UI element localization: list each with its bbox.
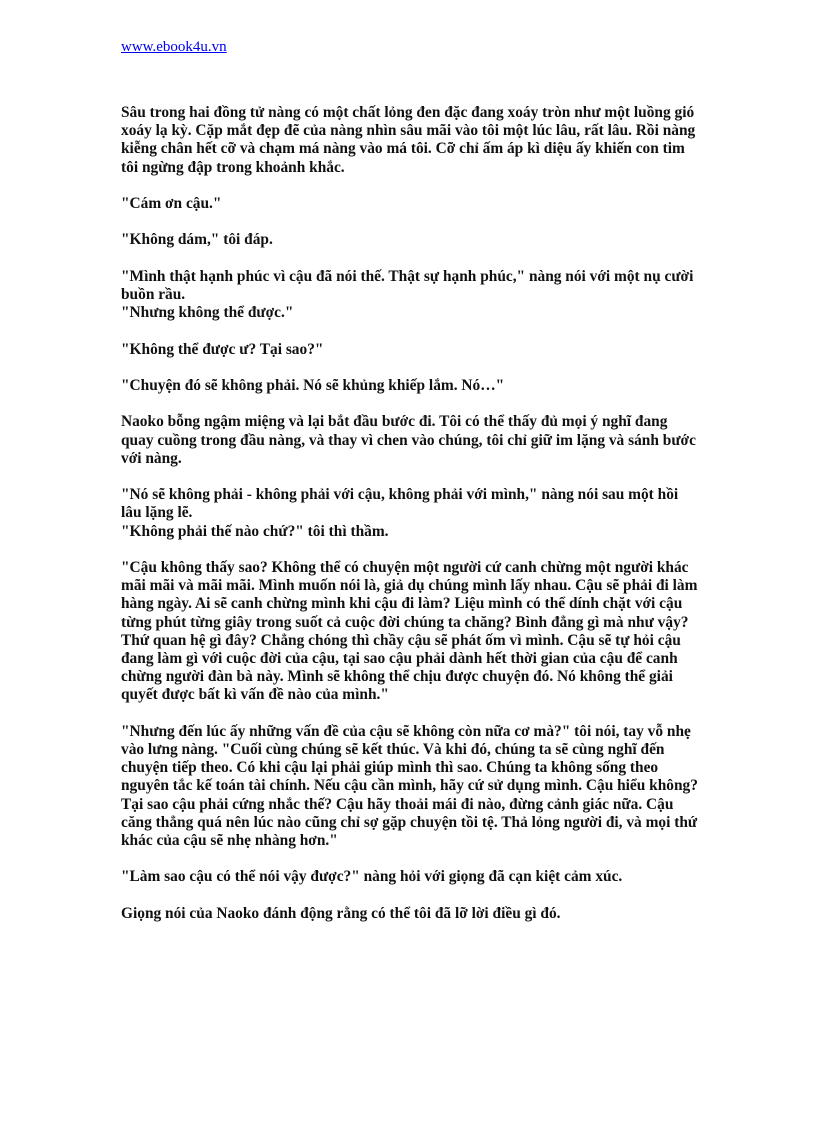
document-body — [121, 104, 701, 941]
paragraph-6: "Không thể được ư? Tại sao?" — [121, 340, 324, 358]
paragraph-3: "Không dám," tôi đáp. — [121, 231, 273, 249]
paragraph-13: "Làm sao cậu có thể nói vậy được?" nàng hỏi với giọng đã cạn kiệt cảm xúc. — [121, 868, 623, 886]
header-link[interactable]: www.ebook4u.vn — [121, 39, 227, 55]
paragraph-5: "Nhưng không thể được." — [121, 304, 294, 322]
paragraph-8: Naoko bỗng ngậm miệng và lại bắt đầu bước đi. Tôi có thể thấy đủ mọi ý nghĩ đang quay cuồng trong đầu nàng, và thay vì chen vào chúng, tôi chỉ giữ im lặng và sánh bước với nàng. — [121, 413, 696, 467]
paragraph-7: "Chuyện đó sẽ không phải. Nó sẽ khủng khiếp lắm. Nó…" — [121, 376, 505, 394]
paragraph-2: "Cám ơn cậu." — [121, 195, 222, 212]
paragraph-14: Giọng nói của Naoko đánh động rằng có thể tôi đã lỡ lời điều gì đó. — [121, 904, 561, 922]
paragraph-4: "Mình thật hạnh phúc vì cậu đã nói thế. Thật sự hạnh phúc," nàng nói với một nụ cười buồn rầu. — [121, 267, 694, 303]
paragraph-12: "Nhưng đến lúc ấy những vấn đề của cậu sẽ không còn nữa cơ mà?" tôi nói, tay vỗ nhẹ vào lưng nàng. "Cuối cùng chúng sẽ kết thúc. Và khi đó, chúng ta sẽ cùng nghĩ đến chuyện tiếp theo. Có khi cậu lại phải giúp mình thì sao. Chúng ta không sống theo nguyên tắc kế toán tài chính. Nếu cậu cần mình, hãy cứ sử dụng mình. Cậu hiểu không? Tại sao cậu phải cứng nhắc thế? Cậu hãy thoải mái đi nào, đừng cảnh giác nữa. Cậu căng thẳng quá nên lúc nào cũng chỉ sợ gặp chuyện tồi tệ. Thả lỏng người đi, và mọi thứ khác của cậu sẽ nhẹ nhàng hơn." — [121, 722, 698, 849]
paragraph-11: "Cậu không thấy sao? Không thể có chuyện một người cứ canh chừng một người khác mãi mãi và mãi mãi. Mình muốn nói là, giả dụ chúng mình lấy nhau. Cậu sẽ phải đi làm hàng ngày. Ai sẽ canh chừng mình khi cậu đi làm? Liệu mình có thể dính chặt với cậu từng phút từng giây trong suốt cả cuộc đời chúng ta chăng? Bình đẳng gì mà như vậy? Thứ quan hệ gì đây? Chẳng chóng thì chầy cậu sẽ phát ốm vì mình. Cậu sẽ tự hỏi cậu đang làm gì với cuộc đời của cậu, tại sao cậu phải dành hết thời gian của cậu để canh chừng người đàn bà này. Mình sẽ không thể chịu được chuyện đó. Nó không thể giải quyết được bất kì vấn đề nào của mình." — [121, 558, 698, 704]
paragraph-1: Sâu trong hai đồng tử nàng có một chất lỏng đen đặc đang xoáy tròn như một luồng gió xoáy lạ kỳ. Cặp mắt đẹp đẽ của nàng nhìn sâu mãi vào tôi một lúc lâu, rất lâu. Rồi nàng kiễng chân hết cỡ và chạm má nàng vào má tôi. Cỡ chỉ ấm áp kì diệu ấy khiến con tim tôi ngừng đập trong khoảnh khắc. — [121, 104, 696, 176]
paragraph-9: "Nó sẽ không phải - không phải với cậu, không phải với mình," nàng nói sau một hồi lâu lặng lẽ. — [121, 486, 679, 522]
paragraph-10: "Không phải thế nào chứ?" tôi thì thầm. — [121, 522, 389, 540]
